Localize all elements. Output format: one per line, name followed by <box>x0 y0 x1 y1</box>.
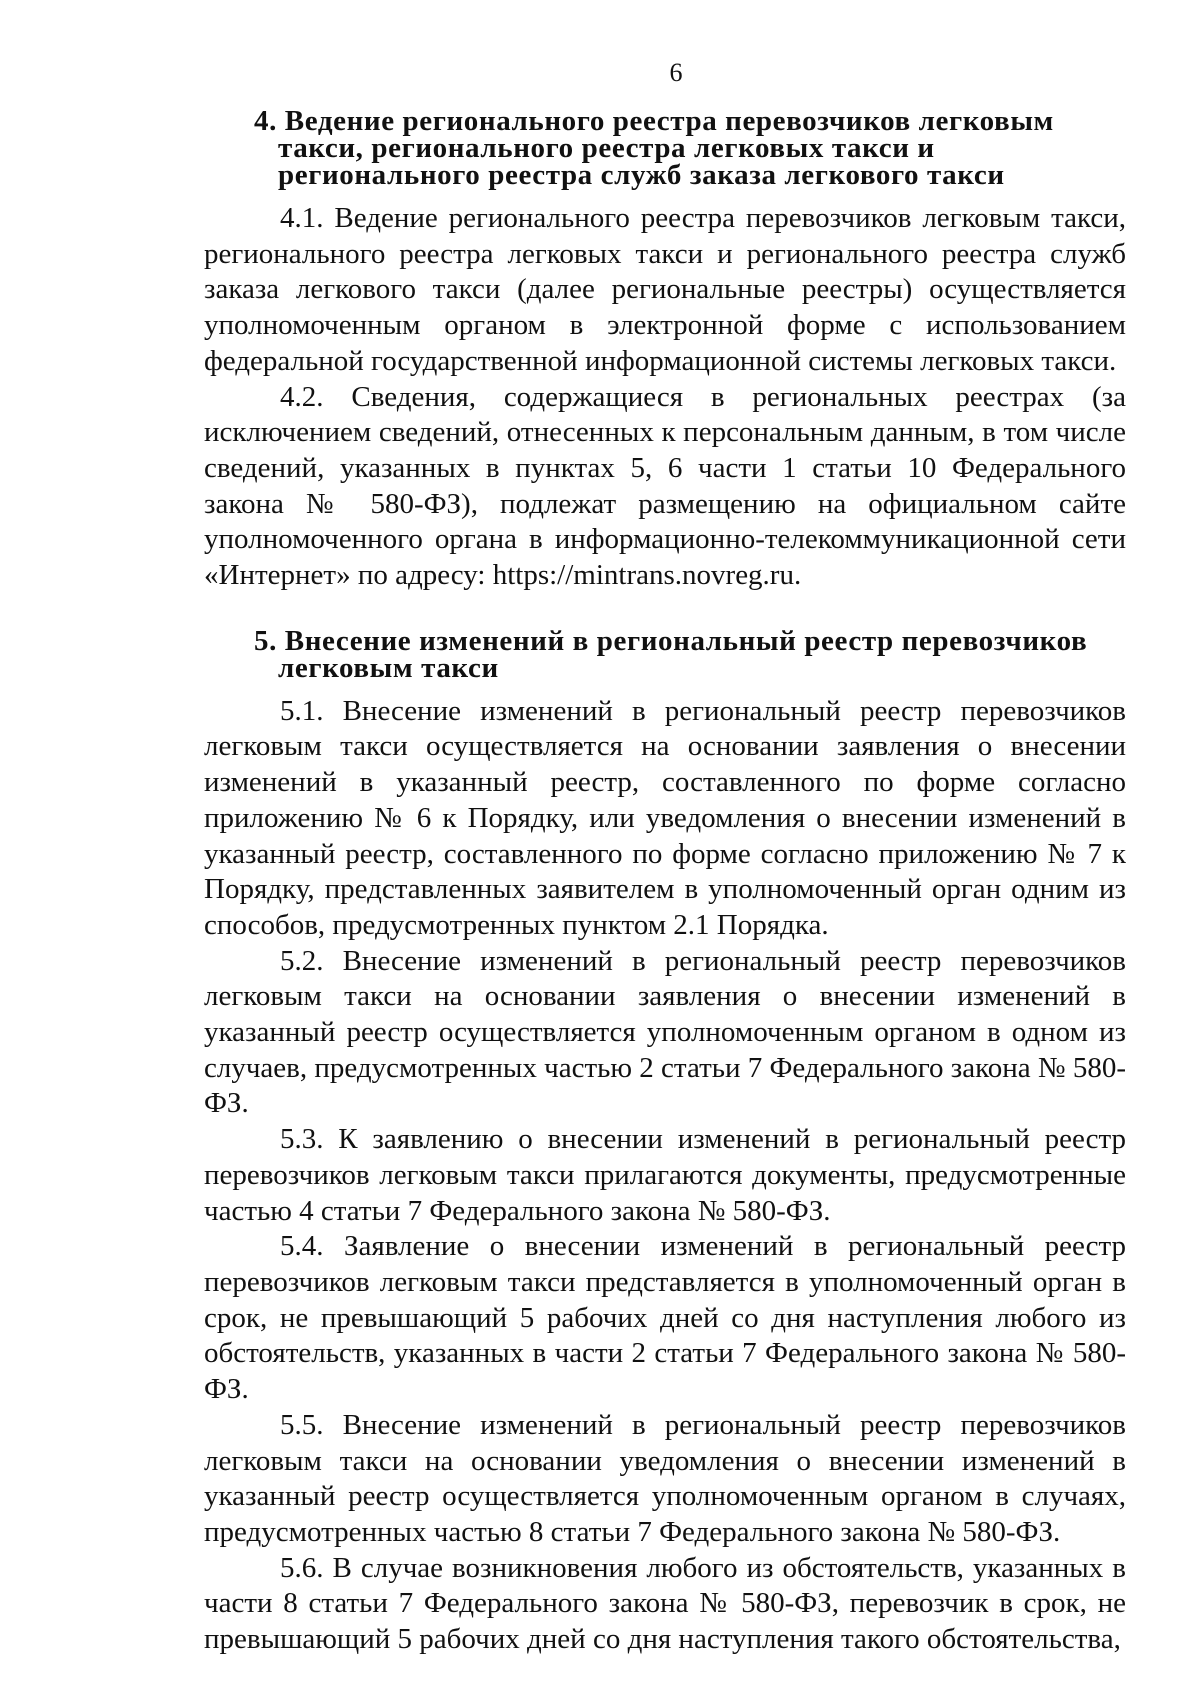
paragraph-5-1: 5.1. Внесение изменений в региональный реестр перевозчиков легковым такси осуществляется на основании заявления о внесении изменений в указанный реестр, составленного по форме согласно приложению № 6 к Порядку, или уведомления о внесении изменений в указанный реестр, составленного по форме согласно приложению № 7 к Порядку, представленных заявителем в уполномоченный орган одним из способов, предусмотренных пунктом 2.1 Порядка. <box>204 694 1126 941</box>
section-5-heading: 5. Внесение изменений в региональный реестр перевозчиков легковым такси <box>254 624 1088 684</box>
section-spacer <box>204 594 1126 628</box>
page-number: 6 <box>669 58 683 87</box>
section-4-heading: 4. Ведение регионального реестра перевозчиков легковым такси, регионального реестра легковых такси и регионального реестра служб заказа легкового такси <box>254 105 1054 191</box>
paragraph-5-3: 5.3. К заявлению о внесении изменений в региональный реестр перевозчиков легковым такси прилагаются документы, предусмотренные частью 4 статьи 7 Федерального закона № 580-ФЗ. <box>204 1123 1126 1227</box>
paragraph-5-5: 5.5. Внесение изменений в региональный реестр перевозчиков легковым такси на основании уведомления о внесении изменений в указанный реестр осуществляется уполномоченным органом в случаях, предусмотренных частью 8 статьи 7 Федерального закона № 580-ФЗ. <box>204 1408 1126 1548</box>
paragraph-5-2: 5.2. Внесение изменений в региональный реестр перевозчиков легковым такси на основании заявления о внесении изменений в указанный реестр осуществляется уполномоченным органом в одном из случаев, предусмотренных частью 2 статьи 7 Федерального закона № 580-ФЗ. <box>204 944 1126 1120</box>
document-body <box>204 105 1126 1658</box>
paragraph-4-1: 4.1. Ведение регионального реестра перевозчиков легковым такси, регионального реестра легковых такси и регионального реестра служб заказа легкового такси (далее региональные реестры) осуществляется уполномоченным органом в электронной форме с использованием федеральной государственной информационной системы легковых такси. <box>204 202 1126 377</box>
paragraph-5-4: 5.4. Заявление о внесении изменений в региональный реестр перевозчиков легковым такси представляется в уполномоченный орган в срок, не превышающий 5 рабочих дней со дня наступления любого из обстоятельств, указанных в части 2 статьи 7 Федерального закона № 580-ФЗ. <box>204 1230 1126 1406</box>
paragraph-5-6: 5.6. В случае возникновения любого из обстоятельств, указанных в части 8 статьи 7 Федерального закона № 580-ФЗ, перевозчик в срок, не превышающий 5 рабочих дней со дня наступления такого обстоятельства, <box>204 1551 1126 1656</box>
paragraph-4-2: 4.2. Сведения, содержащиеся в региональных реестрах (за исключением сведений, отнесенных к персональным данным, в том числе сведений, указанных в пунктах 5, 6 части 1 статьи 10 Федерального закона № 580-ФЗ), подлежат размещению на официальном сайте уполномоченного органа в информационно-телекоммуникационной сети «Интернет» по адресу: https://mintrans.novreg.ru. <box>204 380 1126 592</box>
